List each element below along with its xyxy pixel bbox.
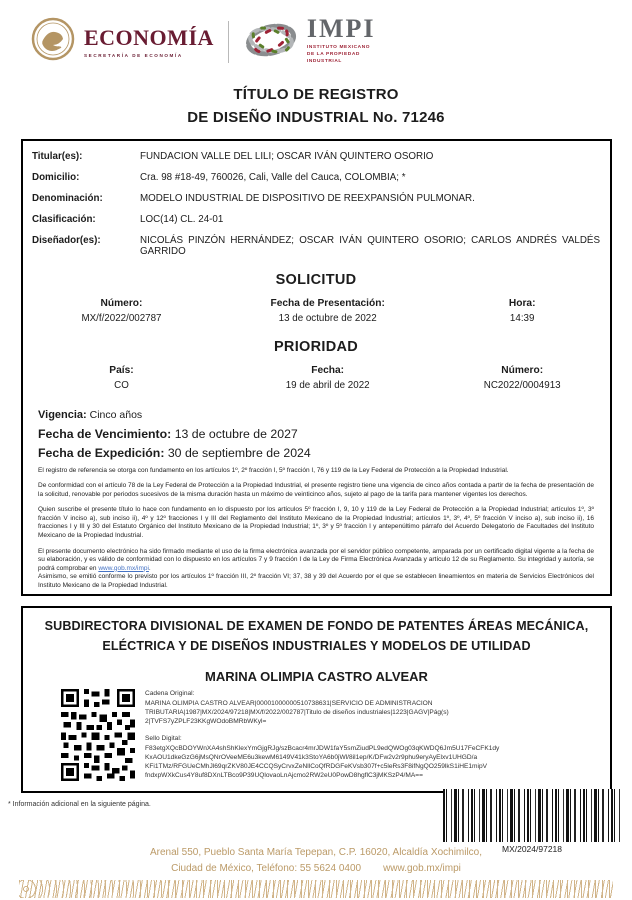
prioridad-fecha	[211, 365, 444, 391]
field-label-domicilio: Domicilio:	[32, 171, 80, 183]
title-line-2: DE DISEÑO INDUSTRIAL No. 71246	[187, 109, 445, 127]
field-value-domicilio: Cra. 98 #18-49, 760026, Cali, Valle del Cauca, COLOMBIA; *	[140, 171, 406, 183]
economia-logo	[30, 16, 214, 67]
vencimiento-label: Fecha de Vencimiento:	[38, 426, 172, 441]
prioridad-pais-value: CO	[114, 379, 129, 391]
sello-digital-label: Sello Digital:	[145, 735, 182, 743]
expedicion-label: Fecha de Expedición:	[38, 445, 165, 460]
field-value-disenadores: NICOLÁS PINZÓN HERNÁNDEZ; OSCAR IVÁN QUINTERO OSORIO; CARLOS ANDRÉS VALDÉS GARRIDO	[140, 234, 600, 257]
solicitud-heading: SOLICITUD	[275, 271, 357, 288]
field-label-disenadores: Diseñador(es):	[32, 234, 101, 246]
impi-globe-icon	[243, 14, 299, 71]
cadena-original-line: MARINA OLIMPIA CASTRO ALVEAR|00001000000510738631|SERVICIO DE ADMINISTRACION	[145, 699, 433, 707]
ornamental-pattern	[19, 880, 613, 898]
cadena-original-line: TRIBUTARIA|1987|MX/2024/97218|MX/f/2022/002787|Titulo de diseños industriales|1223|GAGV|Pág(s)	[145, 708, 449, 716]
cadena-original-label: Cadena Original:	[145, 690, 195, 698]
footnote: * Información adicional en la siguiente página.	[8, 801, 151, 809]
field-value-clasificacion: LOC(14) CL. 24-01	[140, 213, 224, 225]
prioridad-numero-value: NC2022/0004913	[483, 379, 561, 391]
solicitud-hora	[444, 298, 600, 324]
legal-paragraph-4-line2: Asimismo, se emitió conforme lo previsto por los artículos 1º fracción III, 2º fracción VI; 37, 38 y 39 del Acuerdo por el que se establecen lineamientos en materia de Servicios Electrónicos del Instituto Mexicano de la Propiedad Industrial.	[38, 573, 594, 589]
sello-digital-line: KFi1TMz/RFGUeCMhJl69qrZKV80JE4CCQSyCrvxZeNllCoQfRDGFeKVsb307f+c5leRs3F8ifNgQO259lkS1iHE1mipV	[145, 763, 488, 770]
legal-paragraph-4-text: El presente documento electrónico ha sido firmado mediante el uso de la firma electrónica avanzada por el servidor público competente, amparada por un certificado digital vigente a la fecha de su elaboración, y es válido de conformidad con lo dispuesto en los artículos 7 y 9 fracción I de la Ley de Firma Electrónica Avanzada y artículo 12 de su Reglamento. Su integridad y autoría, se podrá comprobar en	[38, 547, 594, 572]
signature-strings	[145, 689, 597, 780]
impi-subtitle: INSTITUTO MEXICANO DE LA PROPIEDAD INDUSTRIAL	[306, 45, 371, 64]
barcode	[443, 789, 621, 842]
expedicion-value: 30 de septiembre de 2024	[167, 445, 311, 460]
solicitud-numero-value: MX/f/2022/002787	[81, 312, 162, 324]
prioridad-fecha-label: Fecha:	[311, 364, 345, 376]
qr-code	[61, 689, 135, 781]
solicitud-hora-label: Hora:	[508, 297, 536, 309]
vencimiento-line	[38, 427, 600, 441]
sello-digital-line: F83etgXQcBDOYWnXA4shShKlexYmGjgRJg/szBcacr4mrJDW1faY5smZiudPL9edQWOg03qKWDQ6Jm5U17FeCFK1dy	[145, 744, 500, 752]
office-title: SUBDIRECTORA DIVISIONAL DE EXAMEN DE FONDO DE PATENTES ÁREAS MECÁNICA, ELÉCTRICA Y DE DISEÑOS INDUSTRIALES Y MODELOS DE UTILIDAD	[44, 619, 589, 653]
field-label-clasificacion: Clasificación:	[32, 213, 96, 225]
registration-table	[32, 151, 600, 257]
cadena-original-line: 2|TVFS7yZPLF23KKgWOdoBMRbWKyl=	[145, 718, 267, 726]
signature-row	[33, 689, 600, 781]
solicitud-numero	[32, 298, 211, 324]
economia-wordmark: ECONOMÍA	[84, 25, 214, 50]
legal-paragraph-4	[38, 548, 594, 591]
sello-digital-line: fndxpWXkCus4Y8uf8DXnLTBco9P39UQlovaoLnAjcmo2RW2eU0PowD8hgflC3jMKSzP4/MA==	[145, 772, 423, 780]
vencimiento-value: 13 de octubre de 2027	[174, 426, 298, 441]
prioridad-columns	[32, 365, 600, 391]
solicitud-numero-label: Número:	[100, 297, 143, 309]
impi-website-link[interactable]: www.gob.mx/impi	[98, 564, 149, 572]
prioridad-fecha-value: 19 de abril de 2022	[285, 379, 370, 391]
sello-digital-line: KxAOU1dkeGzG6jMsQNrOVeeME6u3kewM6149V41k3StoYA6b0jWl/8il1ep/K/DFw2v2r9phu9eryAyElxv1UHGD/a	[145, 753, 478, 761]
solicitud-fecha-value: 13 de octubre de 2022	[278, 312, 377, 324]
impi-logo	[243, 12, 377, 71]
footer-address	[0, 845, 632, 876]
eagle-seal-icon	[30, 16, 76, 67]
solicitud-fecha-label: Fecha de Presentación:	[270, 297, 385, 309]
legal-paragraph-1: El registro de referencia se otorga con fundamento en los artículos 1º, 2º fracción I, 5º fracción I, 76 y 119 de la Ley Federal de Protección a la Propiedad Industrial.	[38, 466, 509, 474]
footer-website: www.gob.mx/impi	[383, 862, 461, 874]
solicitud-columns	[32, 298, 600, 324]
footer-address-line1: Arenal 550, Pueblo Santa María Tepepan, C.P. 16020, Alcaldía Xochimilco,	[149, 847, 483, 858]
registration-box	[21, 139, 612, 597]
prioridad-pais	[32, 365, 211, 391]
legal-paragraph-4-period: .	[148, 564, 151, 572]
solicitud-fecha	[211, 298, 444, 324]
title-line-1: TÍTULO DE REGISTRO	[233, 86, 399, 103]
prioridad-pais-label: País:	[109, 364, 134, 376]
prioridad-numero-label: Número:	[501, 364, 544, 376]
logo-divider	[228, 21, 229, 63]
legal-paragraph-3: Quien suscribe el presente título lo hace con fundamento en lo dispuesto por los artículos 5º fracción I, 9, 10 y 119 de la Ley Federal de Protección a la Propiedad Industrial; artículos 1º, 3º fracción V inciso a), sub inciso ii), 4º y 12º fracciones I y III del Reglamento del Instituto Mexicano de la Propiedad Industrial; artículos 1º, 3º, 4º, 5º fracción V inciso a), sub inciso ii), 16 fracciones I y III y 30 del Estatuto Orgánico del Instituto Mexicano de la Propiedad Industrial; 1º, 3º y 5º fracción I y antepenúltimo párrafo del Acuerdo Delegatorio de Facultades del Instituto Mexicano de la Propiedad Industrial.	[38, 506, 594, 539]
vigencia-label: Vigencia:	[38, 408, 87, 421]
impi-wordmark: IMPI	[306, 14, 376, 43]
prioridad-heading: PRIORIDAD	[273, 338, 359, 355]
solicitud-hora-value: 14:39	[509, 312, 535, 324]
field-label-titulares: Titular(es):	[32, 150, 83, 162]
field-value-denominacion: MODELO INDUSTRIAL DE DISPOSITIVO DE REEXPANSIÓN PULMONAR.	[140, 192, 475, 204]
document-title	[0, 83, 632, 130]
vigencia-line	[38, 409, 600, 421]
header	[0, 0, 632, 71]
field-label-denominacion: Denominación:	[32, 192, 103, 204]
legal-paragraph-2: De conformidad con el artículo 78 de la Ley Federal de Protección a la Propiedad Industrial, el presente registro tiene una vigencia de cinco años contada a partir de la fecha de presentación de la solicitud, renovable por periodos sucesivos de la misma duración hasta un máximo de veinticinco años, sujeto al pago de la tarifa para mantener vigentes los derechos.	[38, 482, 594, 498]
signer-name: MARINA OLIMPIA CASTRO ALVEAR	[205, 669, 428, 685]
barcode-label: MX/2024/97218	[501, 844, 563, 854]
vigencia-value: Cinco años	[89, 408, 143, 421]
field-value-titulares: FUNDACION VALLE DEL LILI; OSCAR IVÁN QUINTERO OSORIO	[140, 150, 434, 162]
economia-subtitle: SECRETARÍA DE ECONOMÍA	[84, 53, 183, 58]
prioridad-numero	[444, 365, 600, 391]
expedicion-line	[38, 446, 600, 460]
signature-box	[21, 606, 612, 793]
footer-address-line2: Ciudad de México, Teléfono: 55 5624 0400 www.gob.mx/impi	[171, 862, 461, 874]
validity-block	[38, 409, 600, 460]
